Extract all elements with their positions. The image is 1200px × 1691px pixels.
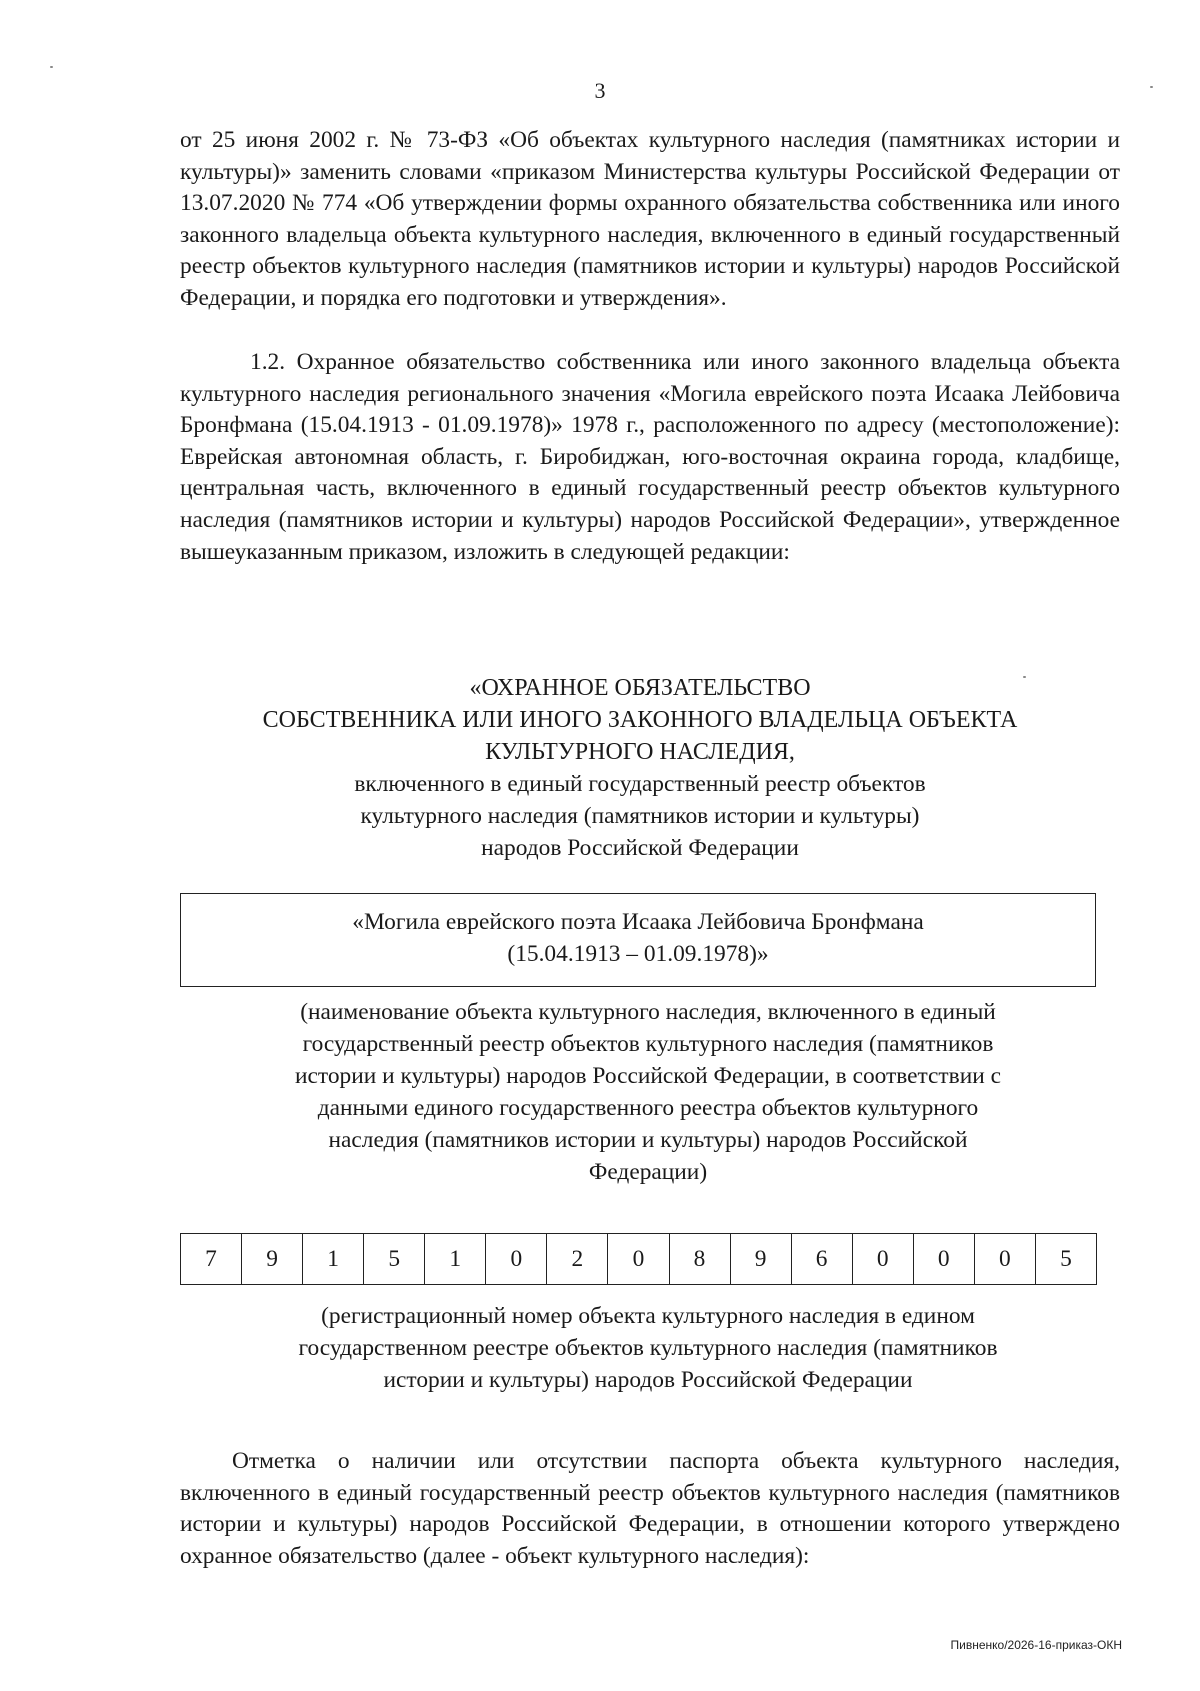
obligation-subtitle-line: народов Российской Федерации xyxy=(481,835,799,861)
registration-number-row xyxy=(181,1234,1097,1285)
paragraph-amendment-1-1: от 25 июня 2002 г. № 73-ФЗ «Об объектах культурного наследия (памятниках истории и культуры)» заменить словами «приказом Министерства культуры Российской Федерации от 13.07.2020 № 774 «Об утверждении формы охранного обязательства собственника или иного законного владельца объекта культурного наследия, включенного в единый государственный реестр объектов культурного наследия (памятников истории и культуры) народов Российской Федерации, и порядка его подготовки и утверждения». xyxy=(180,127,1120,311)
caption-line: данными единого государственного реестра объектов культурного xyxy=(317,1095,979,1121)
scan-speck xyxy=(50,66,53,68)
obligation-title-line: «ОХРАННОЕ ОБЯЗАТЕЛЬСТВО xyxy=(469,675,811,701)
registration-digit-cell: 1 xyxy=(303,1234,364,1285)
caption-line: истории и культуры) народов Российской Федерации, в соответствии с xyxy=(295,1063,1001,1089)
caption-line: государственный реестр объектов культурного наследия (памятников xyxy=(302,1031,994,1057)
paragraph-passport-note: Отметка о наличии или отсутствии паспорта объекта культурного наследия, включенного в единый государственный реестр объектов культурного наследия (памятников истории и культуры) народов Российской Федерации, в отношении которого утверждено охранное обязательство (далее - объект культурного наследия): xyxy=(180,1448,1120,1569)
object-name-line: (15.04.1913 – 01.09.1978)» xyxy=(507,941,769,967)
caption-line: (регистрационный номер объекта культурного наследия в едином xyxy=(321,1303,975,1329)
registration-digit-cell: 9 xyxy=(242,1234,303,1285)
registration-digit-cell: 2 xyxy=(547,1234,608,1285)
registration-digit-cell: 0 xyxy=(913,1234,974,1285)
registration-digit-cell: 5 xyxy=(1035,1234,1096,1285)
registration-digit-cell: 9 xyxy=(730,1234,791,1285)
registration-digit-cell: 1 xyxy=(425,1234,486,1285)
caption-line: Федерации) xyxy=(588,1159,708,1185)
registration-digit-cell: 0 xyxy=(974,1234,1035,1285)
page-number: 3 xyxy=(594,78,606,103)
object-name-box xyxy=(180,893,1096,987)
obligation-subtitle-line: культурного наследия (памятников истории и культуры) xyxy=(360,803,920,829)
registration-digit-cell: 7 xyxy=(181,1234,242,1285)
registration-number-caption xyxy=(180,1300,1116,1396)
caption-line: истории и культуры) народов Российской Федерации xyxy=(383,1367,913,1393)
registration-digit-cell: 8 xyxy=(669,1234,730,1285)
object-name-caption xyxy=(180,996,1116,1188)
caption-line: (наименование объекта культурного наследия, включенного в единый xyxy=(300,999,996,1025)
registration-digit-cell: 0 xyxy=(486,1234,547,1285)
registration-digit-cell: 6 xyxy=(791,1234,852,1285)
object-name-line: «Могила еврейского поэта Исаака Лейбовича Бронфмана xyxy=(352,909,924,935)
obligation-title xyxy=(160,672,1120,768)
obligation-subtitle-line: включенного в единый государственный реестр объектов xyxy=(354,771,926,797)
document-code-footer: Пивненко/2026-16-приказ-ОКН xyxy=(950,1638,1122,1652)
paragraph-amendment-1-2: 1.2. Охранное обязательство собственника или иного законного владельца объекта культурного наследия регионального значения «Могила еврейского поэта Исаака Лейбовича Бронфмана (15.04.1913 - 01.09.1978)» 1978 г., расположенного по адресу (местоположение): Еврейская автономная область, г. Биробиджан, юго-восточная окраина города, кладбище, центральная часть, включенного в единый государственный реестр объектов культурного наследия (памятников истории и культуры) народов Российской Федерации», утвержденное вышеуказанным приказом, изложить в следующей редакции: xyxy=(180,349,1120,565)
obligation-title-line: СОБСТВЕННИКА ИЛИ ИНОГО ЗАКОННОГО ВЛАДЕЛЬЦА ОБЪЕКТА xyxy=(262,707,1018,733)
caption-line: государственном реестре объектов культурного наследия (памятников xyxy=(298,1335,998,1361)
registration-digit-cell: 0 xyxy=(852,1234,913,1285)
obligation-title-line: КУЛЬТУРНОГО НАСЛЕДИЯ, xyxy=(485,739,795,765)
registration-digit-cell: 0 xyxy=(608,1234,669,1285)
obligation-subtitle xyxy=(160,768,1120,864)
registration-digit-cell: 5 xyxy=(364,1234,425,1285)
registration-number-table xyxy=(180,1233,1097,1285)
caption-line: наследия (памятников истории и культуры) народов Российской xyxy=(328,1127,968,1153)
